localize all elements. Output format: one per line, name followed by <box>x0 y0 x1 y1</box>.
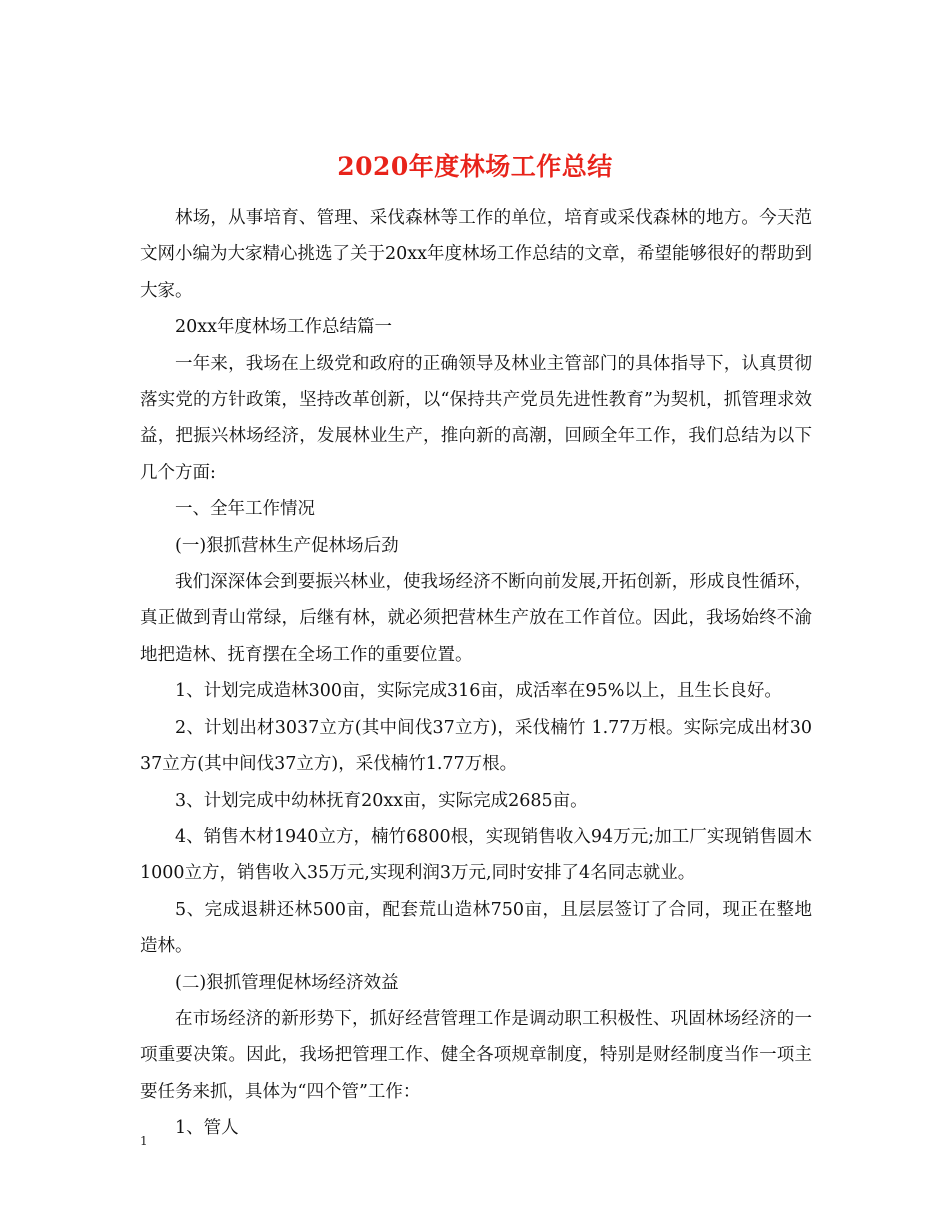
paragraph-heading-1: 一、全年工作情况 <box>175 499 315 520</box>
paragraph-forestry: 我们深深体会到要振兴林业，使我场经济不断向前发展,开拓创新，形成良性循环，真正做到青山常绿，后继有林，就必须把营林生产放在工作首位。因此，我场始终不渝地把造林、抚育摆在全场工作的重要位置。 <box>140 572 812 665</box>
paragraph-manage-people: 1、管人 <box>175 1118 239 1139</box>
document-title: 2020年度林场工作总结 <box>337 151 613 181</box>
document-body <box>140 200 812 1147</box>
paragraph-item-3: 3、计划完成中幼林抚育20xx亩，实际完成2685亩。 <box>175 790 588 811</box>
paragraph-subheading-1: (一)狠抓营林生产促林场后劲 <box>175 535 399 556</box>
paragraph-item-2: 2、计划出材3037立方(其中间伐37立方)，采伐楠竹 1.77万根。实际完成出材3037立方(其中间伐37立方)，采伐楠竹1.77万根。 <box>140 717 812 775</box>
paragraph-management: 在市场经济的新形势下，抓好经营管理工作是调动职工积极性、巩固林场经济的一项重要决策。因此，我场把管理工作、健全各项规章制度，特别是财经制度当作一项主要任务来抓，具体为“四个管”工作： <box>140 1008 812 1102</box>
paragraph-item-5: 5、完成退耕还林500亩，配套荒山造林750亩，且层层签订了合同，现正在整地造林。 <box>140 899 812 957</box>
paragraph-overview: 一年来，我场在上级党和政府的正确领导及林业主管部门的具体指导下，认真贯彻落实党的方针政策，坚持改革创新，以“保持共产党员先进性教育”为契机，抓管理求效益，把振兴林场经济，发展林业生产，推向新的高潮，回顾全年工作，我们总结为以下几个方面: <box>140 353 812 483</box>
paragraph-subheading-2: (二)狠抓管理促林场经济效益 <box>175 972 399 993</box>
paragraph-item-4: 4、销售木材1940立方，楠竹6800根，实现销售收入94万元;加工厂实现销售圆木1000立方，销售收入35万元,实现利润3万元,同时安排了4名同志就业。 <box>140 826 812 884</box>
paragraph-section-heading: 20xx年度林场工作总结篇一 <box>175 317 393 338</box>
page-number: 1 <box>140 1134 148 1148</box>
paragraph-item-1: 1、计划完成造林300亩，实际完成316亩，成活率在95%以上，且生长良好。 <box>175 681 782 702</box>
paragraph-intro: 林场，从事培育、管理、采伐森林等工作的单位，培育或采伐森林的地方。今天范文网小编为大家精心挑选了关于20xx年度林场工作总结的文章，希望能够很好的帮助到大家。 <box>140 208 813 301</box>
